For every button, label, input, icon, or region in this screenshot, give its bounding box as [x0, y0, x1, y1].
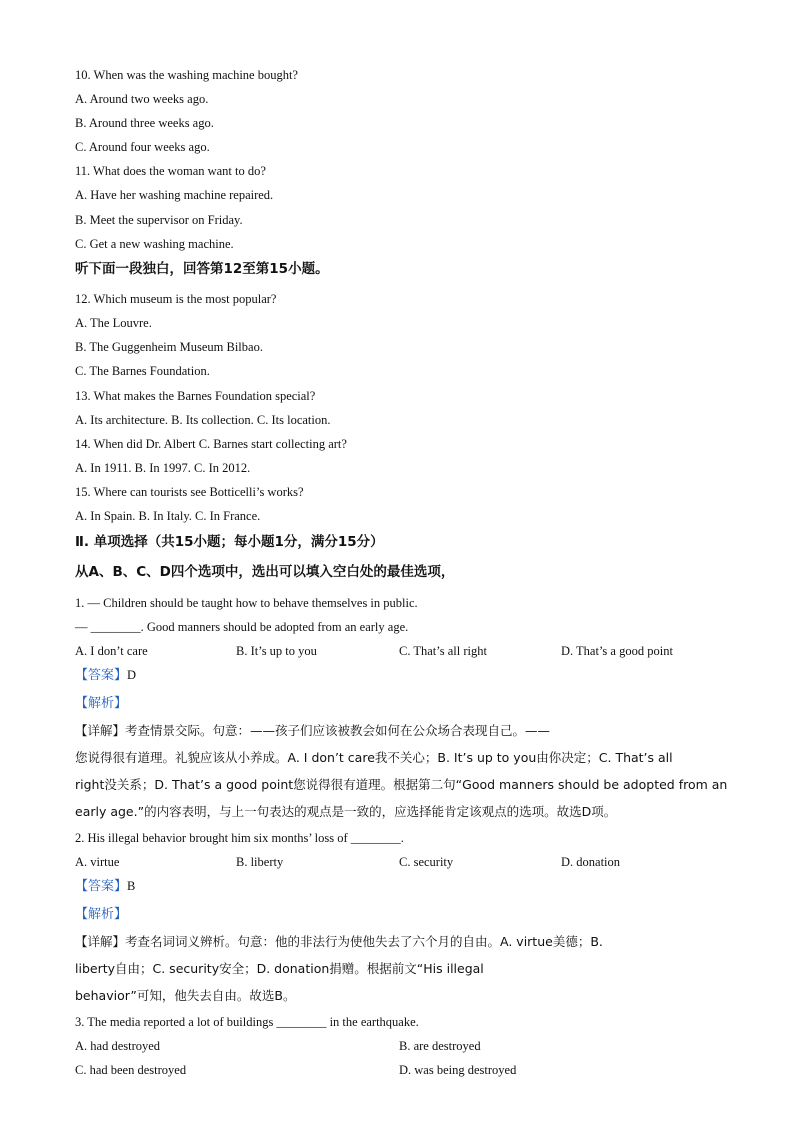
option-12a: A. The Louvre.	[75, 316, 152, 330]
option-10b: B. Around three weeks ago.	[75, 116, 214, 130]
analysis-tag: 【解析】	[75, 696, 128, 711]
question-12: 12. Which museum is the most popular?	[75, 292, 277, 306]
answer-value: D	[127, 668, 137, 682]
mcq1-detail-line4: early age.”的内容表明，与上一句表达的观点是一致的，应选择能肯定该观点的选项。故选D项。	[75, 804, 617, 819]
question-10: 10. When was the washing machine bought?	[75, 68, 298, 82]
question-15: 15. Where can tourists see Botticelli’s works?	[75, 485, 304, 499]
detail-text: 考查情景交际。句意：——孩子们应该被教会如何在公众场合表现自己。——	[125, 723, 551, 738]
option-11a: A. Have her washing machine repaired.	[75, 188, 274, 202]
option-11c: C. Get a new washing machine.	[75, 237, 234, 251]
analysis-tag: 【解析】	[75, 907, 128, 922]
mcq2-line1: 2. His illegal behavior brought him six months’ loss of ________.	[75, 831, 404, 845]
mcq1-option-a: A. I don’t care	[75, 644, 148, 658]
detail-text: 考查名词词义辨析。句意：他的非法行为使他失去了六个月的自由。A. virtue美德；B.	[125, 934, 603, 949]
detail-tag: 【详解】	[75, 723, 126, 738]
mcq2-analysis	[75, 906, 127, 923]
section-instruction: 从A、B、C、D四个选项中，选出可以填入空白处的最佳选项，	[75, 564, 455, 580]
mcq1-analysis	[75, 695, 127, 712]
mcq2-option-d: D. donation	[561, 855, 621, 869]
answer-tag: 【答案】	[75, 668, 128, 683]
mcq1-detail-line1	[75, 723, 550, 739]
mcq2-detail-line1	[75, 934, 603, 950]
mcq1-option-d: D. That’s a good point	[561, 644, 673, 658]
mcq3-line1: 3. The media reported a lot of buildings ________ in the earthquake.	[75, 1015, 419, 1029]
mcq1-line1: 1. — Children should be taught how to behave themselves in public.	[75, 596, 418, 610]
mcq2-answer	[75, 878, 135, 895]
mcq1-detail-line3: right没关系；D. That’s a good point您说得很有道理。根据第二句“Good manners should be adopted from an	[75, 777, 728, 792]
mcq3-option-b: B. are destroyed	[399, 1039, 481, 1053]
mcq2-option-a: A. virtue	[75, 855, 120, 869]
mcq3-option-c: C. had been destroyed	[75, 1063, 187, 1077]
mcq2-detail-line3: behavior”可知，他失去自由。故选B。	[75, 988, 296, 1003]
options-14: A. In 1911. B. In 1997. C. In 2012.	[75, 461, 251, 475]
mcq3-option-d: D. was being destroyed	[399, 1063, 517, 1077]
question-11: 11. What does the woman want to do?	[75, 164, 266, 178]
section-title: Ⅱ. 单项选择（共15小题；每小题1分，满分15分）	[75, 534, 384, 550]
detail-tag: 【详解】	[75, 934, 126, 949]
answer-tag: 【答案】	[75, 879, 128, 894]
mcq2-option-c: C. security	[399, 855, 454, 869]
option-12c: C. The Barnes Foundation.	[75, 364, 210, 378]
mcq1-option-b: B. It’s up to you	[236, 644, 317, 658]
answer-value: B	[127, 879, 136, 893]
option-10c: C. Around four weeks ago.	[75, 140, 210, 154]
options-13: A. Its architecture. B. Its collection. C. Its location.	[75, 413, 331, 427]
monologue-heading: 听下面一段独白，回答第12至第15小题。	[75, 261, 329, 277]
question-14: 14. When did Dr. Albert C. Barnes start collecting art?	[75, 437, 347, 451]
mcq2-option-b: B. liberty	[236, 855, 284, 869]
option-10a: A. Around two weeks ago.	[75, 92, 209, 106]
question-13: 13. What makes the Barnes Foundation special?	[75, 389, 316, 403]
mcq1-answer	[75, 667, 136, 684]
mcq2-detail-line2: liberty自由；C. security安全；D. donation捐赠。根据前文“His illegal	[75, 961, 484, 976]
mcq3-option-a: A. had destroyed	[75, 1039, 161, 1053]
options-15: A. In Spain. B. In Italy. C. In France.	[75, 509, 261, 523]
option-12b: B. The Guggenheim Museum Bilbao.	[75, 340, 263, 354]
mcq1-line2: — ________. Good manners should be adopted from an early age.	[75, 620, 409, 634]
option-11b: B. Meet the supervisor on Friday.	[75, 213, 243, 227]
mcq1-option-c: C. That’s all right	[399, 644, 487, 658]
mcq1-detail-line2: 您说得很有道理。礼貌应该从小养成。A. I don’t care我不关心；B. It’s up to you由你决定；C. That’s all	[75, 750, 673, 765]
